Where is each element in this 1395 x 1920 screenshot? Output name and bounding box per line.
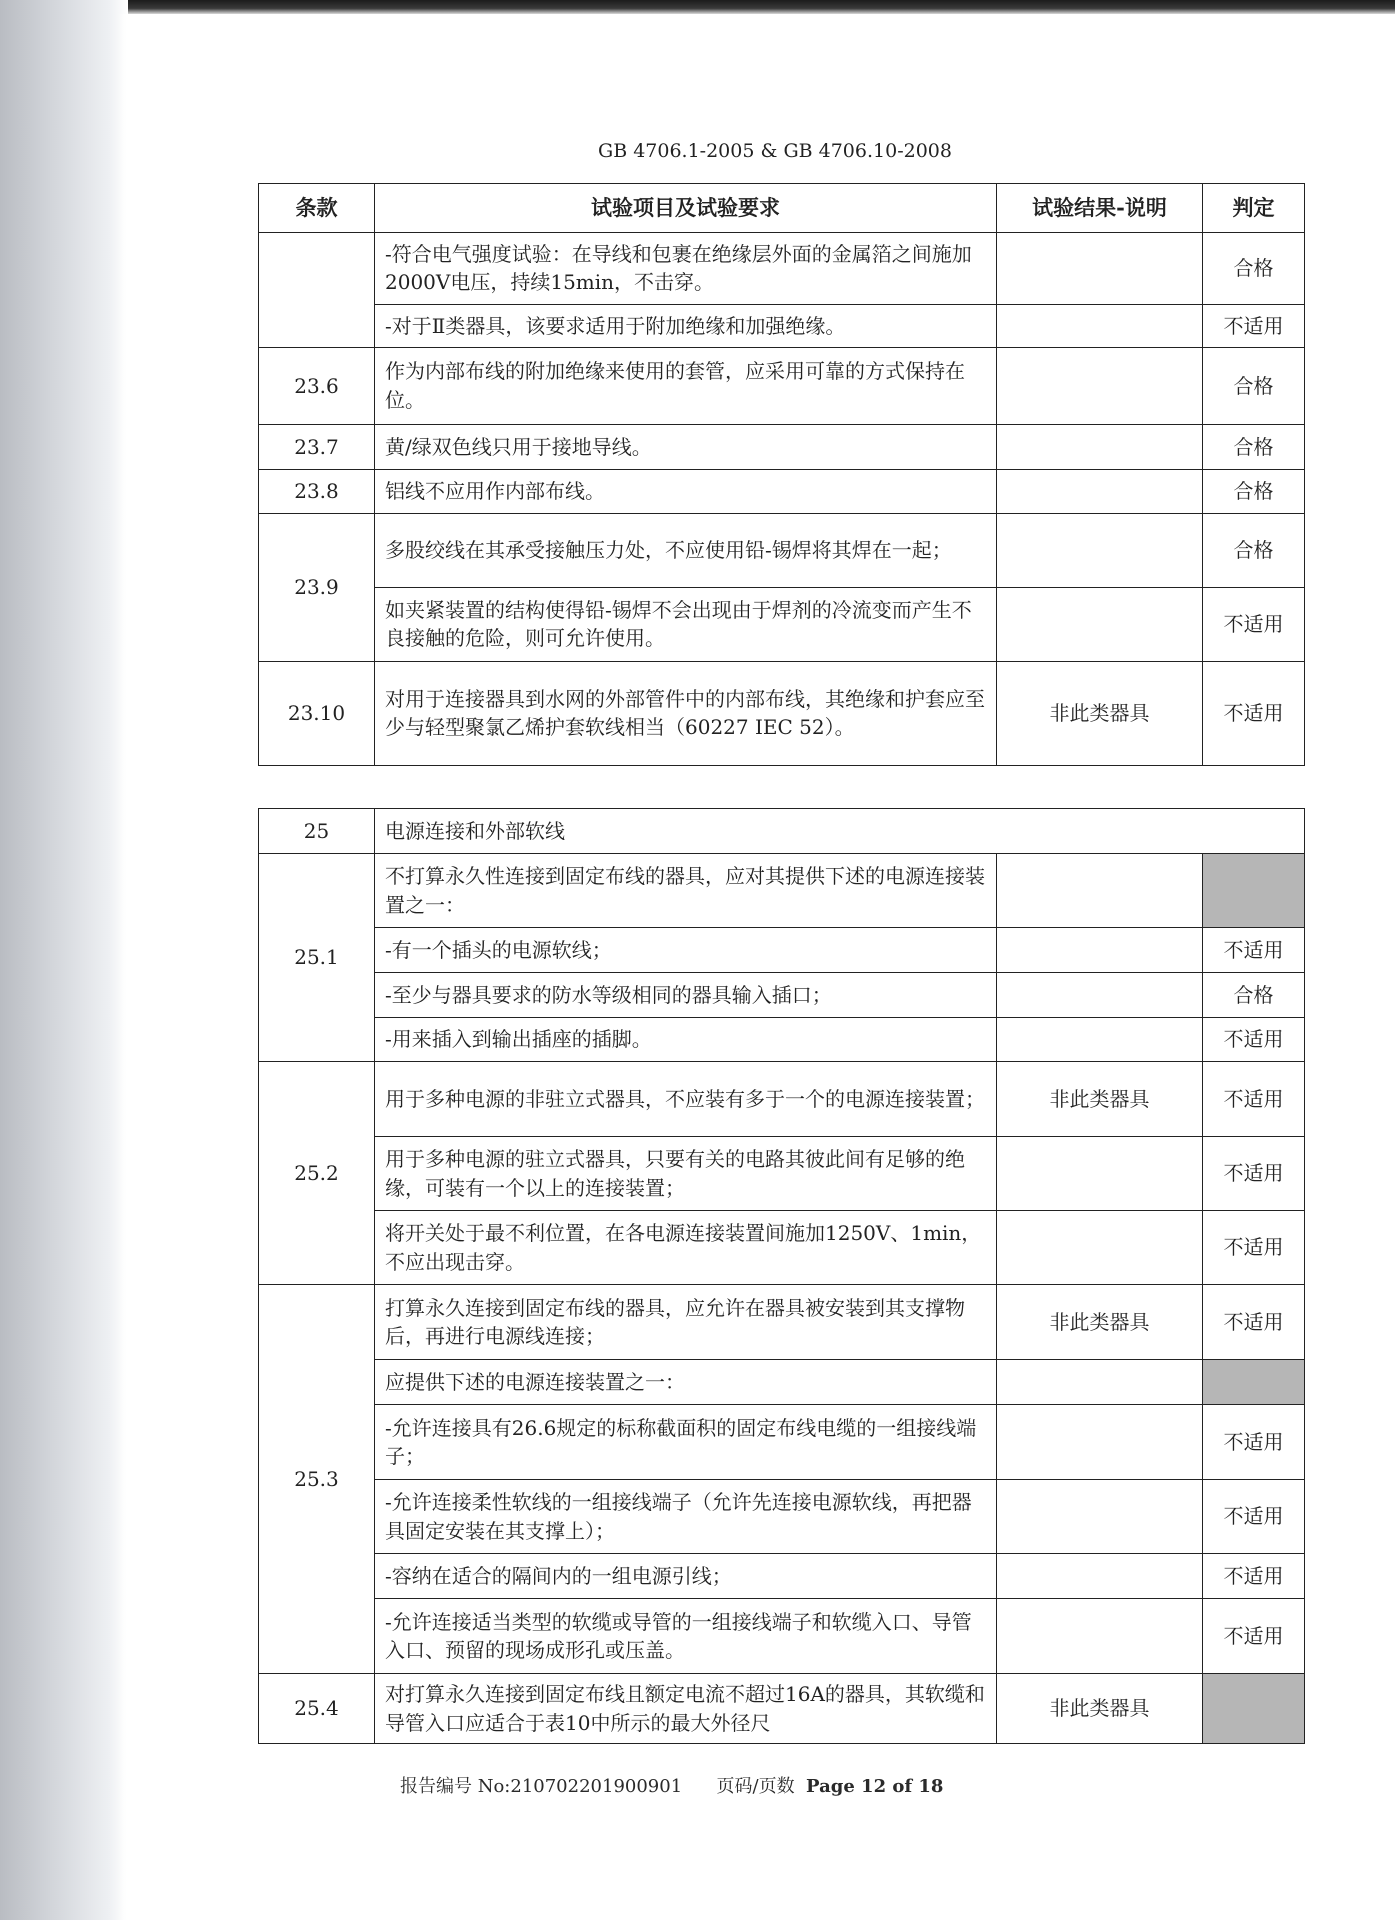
result-cell bbox=[997, 1137, 1203, 1211]
requirement-cell: 黄/绿双色线只用于接地导线。 bbox=[375, 424, 997, 469]
verdict-cell: 不适用 bbox=[1203, 928, 1305, 973]
result-cell bbox=[997, 469, 1203, 513]
verdict-cell: 不适用 bbox=[1203, 587, 1305, 661]
result-cell bbox=[997, 424, 1203, 469]
col-header-clause: 条款 bbox=[259, 184, 375, 233]
verdict-cell-shaded bbox=[1203, 854, 1305, 928]
table-row bbox=[259, 1285, 1305, 1360]
table-row bbox=[259, 1554, 1305, 1599]
section-heading-row bbox=[259, 809, 1305, 854]
verdict-cell: 不适用 bbox=[1203, 1285, 1305, 1360]
requirement-cell: 如夹紧装置的结构使得铅-锡焊不会出现由于焊剂的冷流变而产生不良接触的危险，则可允许使用。 bbox=[375, 587, 997, 661]
result-cell bbox=[997, 1405, 1203, 1480]
scan-top-edge bbox=[0, 0, 1395, 14]
page-footer bbox=[400, 1772, 1260, 1798]
result-cell bbox=[997, 1480, 1203, 1554]
result-cell bbox=[997, 304, 1203, 347]
result-cell bbox=[997, 1211, 1203, 1285]
clause-cell: 25.3 bbox=[259, 1285, 375, 1674]
requirement-cell: -对于Ⅱ类器具，该要求适用于附加绝缘和加强绝缘。 bbox=[375, 304, 997, 347]
clause-cell: 25 bbox=[259, 809, 375, 854]
table-row bbox=[259, 1062, 1305, 1137]
requirement-cell: 将开关处于最不利位置，在各电源连接装置间施加1250V、1min，不应出现击穿。 bbox=[375, 1211, 997, 1285]
result-cell bbox=[997, 973, 1203, 1018]
table-header-row bbox=[259, 184, 1305, 233]
clause-cell: 25.1 bbox=[259, 854, 375, 1062]
verdict-cell: 不适用 bbox=[1203, 1211, 1305, 1285]
requirement-cell: 用于多种电源的驻立式器具，只要有关的电路其彼此间有足够的绝缘，可装有一个以上的连接装置； bbox=[375, 1137, 997, 1211]
requirement-cell: 对用于连接器具到水网的外部管件中的内部布线，其绝缘和护套应至少与轻型聚氯乙烯护套软线相当（60227 IEC 52）。 bbox=[375, 661, 997, 765]
table-row bbox=[259, 232, 1305, 304]
verdict-cell: 合格 bbox=[1203, 513, 1305, 587]
verdict-cell: 合格 bbox=[1203, 347, 1305, 424]
verdict-cell: 合格 bbox=[1203, 232, 1305, 304]
requirement-cell: -允许连接具有26.6规定的标称截面积的固定布线电缆的一组接线端子； bbox=[375, 1405, 997, 1480]
table-row bbox=[259, 1137, 1305, 1211]
verdict-cell: 不适用 bbox=[1203, 1405, 1305, 1480]
result-cell bbox=[997, 854, 1203, 928]
scan-binding-shadow bbox=[0, 0, 128, 1920]
result-cell bbox=[997, 928, 1203, 973]
verdict-cell: 不适用 bbox=[1203, 1480, 1305, 1554]
requirement-cell: -至少与器具要求的防水等级相同的器具输入插口； bbox=[375, 973, 997, 1018]
requirement-cell: -符合电气强度试验：在导线和包裹在绝缘层外面的金属箔之间施加2000V电压，持续15min，不击穿。 bbox=[375, 232, 997, 304]
test-table-section-25 bbox=[258, 808, 1305, 1744]
requirement-cell: 应提供下述的电源连接装置之一： bbox=[375, 1360, 997, 1405]
result-cell bbox=[997, 513, 1203, 587]
col-header-result: 试验结果-说明 bbox=[997, 184, 1203, 233]
requirement-cell: -容纳在适合的隔间内的一组电源引线； bbox=[375, 1554, 997, 1599]
result-cell bbox=[997, 1018, 1203, 1062]
table-row bbox=[259, 1599, 1305, 1674]
table-row bbox=[259, 1018, 1305, 1062]
verdict-cell: 不适用 bbox=[1203, 1554, 1305, 1599]
table-row bbox=[259, 424, 1305, 469]
clause-cell: 23.9 bbox=[259, 513, 375, 661]
page-label: 页码/页数 bbox=[716, 1776, 795, 1797]
table-row bbox=[259, 469, 1305, 513]
requirement-cell: -有一个插头的电源软线； bbox=[375, 928, 997, 973]
requirement-cell: 铝线不应用作内部布线。 bbox=[375, 469, 997, 513]
page-number: Page 12 of 18 bbox=[806, 1776, 944, 1797]
table-row bbox=[259, 973, 1305, 1018]
col-header-verdict: 判定 bbox=[1203, 184, 1305, 233]
table-row bbox=[259, 928, 1305, 973]
verdict-cell: 不适用 bbox=[1203, 1018, 1305, 1062]
verdict-cell: 不适用 bbox=[1203, 661, 1305, 765]
verdict-cell-shaded bbox=[1203, 1360, 1305, 1405]
result-cell: 非此类器具 bbox=[997, 1285, 1203, 1360]
requirement-cell: 不打算永久性连接到固定布线的器具，应对其提供下述的电源连接装置之一： bbox=[375, 854, 997, 928]
result-cell: 非此类器具 bbox=[997, 1674, 1203, 1744]
table-row bbox=[259, 587, 1305, 661]
result-cell: 非此类器具 bbox=[997, 1062, 1203, 1137]
requirement-cell: -允许连接适当类型的软缆或导管的一组接线端子和软缆入口、导管入口、预留的现场成形孔或压盖。 bbox=[375, 1599, 997, 1674]
result-cell: 非此类器具 bbox=[997, 661, 1203, 765]
result-cell bbox=[997, 1360, 1203, 1405]
clause-cell: 23.10 bbox=[259, 661, 375, 765]
section-title: 电源连接和外部软线 bbox=[375, 809, 1305, 854]
clause-cell: 23.7 bbox=[259, 424, 375, 469]
verdict-cell: 合格 bbox=[1203, 424, 1305, 469]
requirement-cell: 多股绞线在其承受接触压力处，不应使用铅-锡焊将其焊在一起； bbox=[375, 513, 997, 587]
table-row bbox=[259, 513, 1305, 587]
table-row bbox=[259, 304, 1305, 347]
clause-cell: 23.6 bbox=[259, 347, 375, 424]
verdict-cell: 不适用 bbox=[1203, 304, 1305, 347]
result-cell bbox=[997, 232, 1203, 304]
result-cell bbox=[997, 587, 1203, 661]
requirement-cell: 对打算永久连接到固定布线且额定电流不超过16A的器具，其软缆和导管入口应适合于表10中所示的最大外径尺 bbox=[375, 1674, 997, 1744]
table-row bbox=[259, 1360, 1305, 1405]
col-header-requirement: 试验项目及试验要求 bbox=[375, 184, 997, 233]
result-cell bbox=[997, 1554, 1203, 1599]
verdict-cell: 合格 bbox=[1203, 973, 1305, 1018]
table-row bbox=[259, 854, 1305, 928]
requirement-cell: -用来插入到输出插座的插脚。 bbox=[375, 1018, 997, 1062]
scan-fold bbox=[118, 14, 128, 1920]
clause-cell: 25.4 bbox=[259, 1674, 375, 1744]
table-row bbox=[259, 1480, 1305, 1554]
table-row bbox=[259, 1674, 1305, 1744]
table-row bbox=[259, 661, 1305, 765]
clause-cell: 23.8 bbox=[259, 469, 375, 513]
verdict-cell: 不适用 bbox=[1203, 1062, 1305, 1137]
requirement-cell: 作为内部布线的附加绝缘来使用的套管，应采用可靠的方式保持在位。 bbox=[375, 347, 997, 424]
result-cell bbox=[997, 1599, 1203, 1674]
verdict-cell: 不适用 bbox=[1203, 1599, 1305, 1674]
test-table-section-23 bbox=[258, 183, 1305, 766]
report-number: 报告编号 No:210702201900901 bbox=[400, 1776, 683, 1797]
verdict-cell: 不适用 bbox=[1203, 1137, 1305, 1211]
verdict-cell: 合格 bbox=[1203, 469, 1305, 513]
requirement-cell: 打算永久连接到固定布线的器具，应允许在器具被安装到其支撑物后，再进行电源线连接； bbox=[375, 1285, 997, 1360]
table-row bbox=[259, 347, 1305, 424]
result-cell bbox=[997, 347, 1203, 424]
requirement-cell: -允许连接柔性软线的一组接线端子（允许先连接电源软线，再把器具固定安装在其支撑上）； bbox=[375, 1480, 997, 1554]
requirement-cell: 用于多种电源的非驻立式器具，不应装有多于一个的电源连接装置； bbox=[375, 1062, 997, 1137]
clause-cell: 25.2 bbox=[259, 1062, 375, 1285]
clause-cell bbox=[259, 232, 375, 347]
table-row bbox=[259, 1211, 1305, 1285]
verdict-cell-shaded bbox=[1203, 1674, 1305, 1744]
table-row bbox=[259, 1405, 1305, 1480]
standard-header: GB 4706.1-2005 & GB 4706.10-2008 bbox=[598, 140, 952, 162]
